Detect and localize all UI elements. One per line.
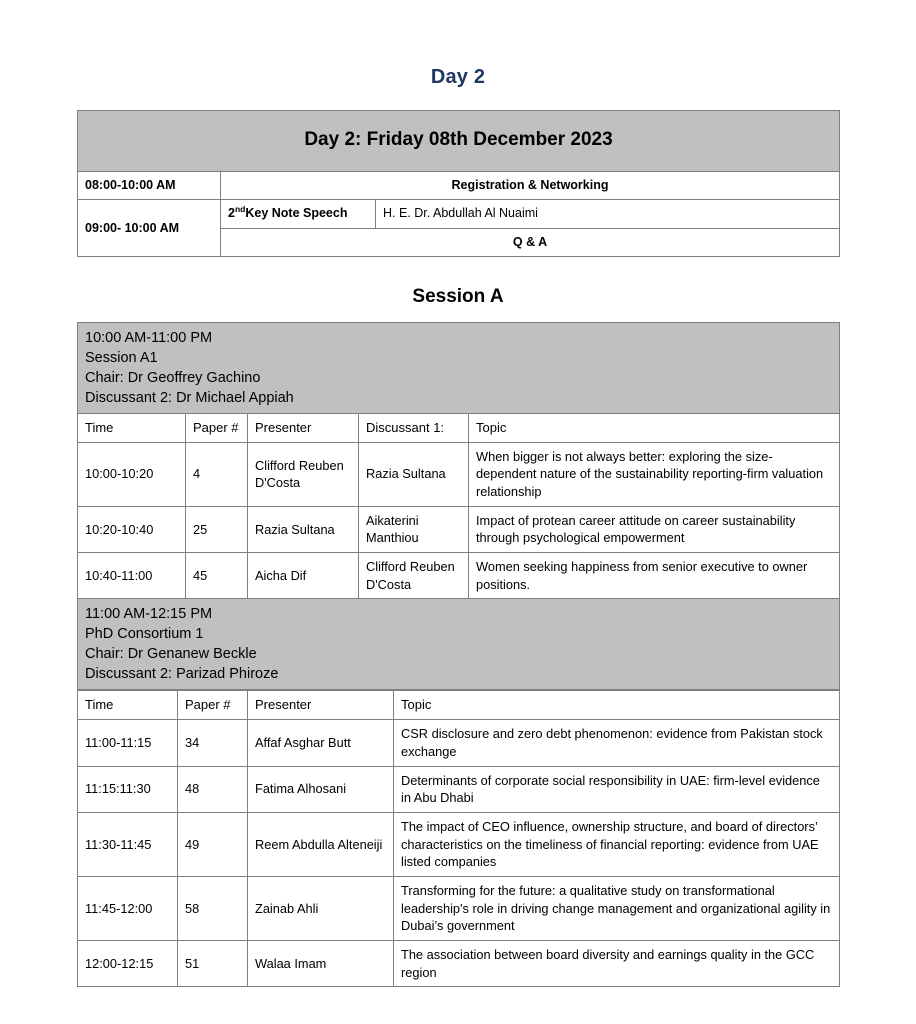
session-a1-banner — [78, 322, 840, 413]
keynote-label — [221, 200, 376, 228]
row-time: 10:00-10:20 — [78, 442, 186, 506]
row-paper: 34 — [178, 720, 248, 766]
keynote-speaker: H. E. Dr. Abdullah Al Nuaimi — [376, 200, 840, 228]
column-header-paper: Paper # — [186, 413, 248, 442]
column-header-paper: Paper # — [178, 691, 248, 720]
phd-column-header-row — [78, 691, 840, 720]
row-presenter: Razia Sultana — [248, 506, 359, 552]
row-presenter: Zainab Ahli — [248, 876, 394, 940]
row-topic: Transforming for the future: a qualitative study on transformational leadership's role in driving change management and organizational agility in Dubai’s government — [394, 876, 840, 940]
row-paper: 25 — [186, 506, 248, 552]
phd-consortium-discussant: Discussant 2: Parizad Phiroze — [85, 666, 279, 683]
row-topic: Determinants of corporate social responsibility in UAE: firm-level evidence in Abu Dhabi — [394, 766, 840, 812]
keynote-label-rest: Key Note Speech — [245, 206, 348, 221]
phd-consortium-name: PhD Consortium 1 — [85, 626, 204, 643]
column-header-topic: Topic — [469, 413, 840, 442]
column-header-topic: Topic — [394, 691, 840, 720]
table-row — [78, 200, 840, 228]
row-paper: 51 — [178, 940, 248, 986]
row-paper: 48 — [178, 766, 248, 812]
keynote-label-ordinal: nd — [234, 204, 246, 215]
table-row — [78, 940, 840, 986]
row-paper: 58 — [178, 876, 248, 940]
day-table-wrapper — [77, 110, 839, 257]
day-schedule-table — [77, 110, 840, 257]
phd-consortium-chair: Chair: Dr Genanew Beckle — [85, 646, 257, 663]
row-time: 11:30-11:45 — [78, 812, 178, 876]
keynote-label-number: 2 — [228, 206, 235, 221]
session-a1-banner-row — [78, 322, 840, 413]
table-row — [78, 442, 840, 506]
session-a1-chair: Chair: Dr Geoffrey Gachino — [85, 369, 261, 386]
row-topic: The impact of CEO influence, ownership structure, and board of directors’ characteristics on the timeliness of financial reporting: evidence from UAE listed companies — [394, 812, 840, 876]
column-header-time: Time — [78, 691, 178, 720]
row-discussant: Razia Sultana — [359, 442, 469, 506]
row-presenter: Aicha Dif — [248, 553, 359, 599]
session-a1-column-header-row — [78, 413, 840, 442]
row-presenter: Fatima Alhosani — [248, 766, 394, 812]
phd-consortium-table — [77, 690, 840, 987]
day-table-header-row — [78, 111, 840, 172]
session-a1-name: Session A1 — [85, 349, 158, 366]
column-header-presenter: Presenter — [248, 413, 359, 442]
row-presenter: Reem Abdulla Alteneiji — [248, 812, 394, 876]
page-title: Day 2 — [430, 66, 486, 88]
session-tables-wrapper — [77, 322, 839, 987]
row-topic: The association between board diversity and earnings quality in the GCC region — [394, 940, 840, 986]
row-topic: Impact of protean career attitude on career sustainability through psychological empowerment — [469, 506, 840, 552]
row-time: 11:15:11:30 — [78, 766, 178, 812]
row-paper: 45 — [186, 553, 248, 599]
row-time: 10:20-10:40 — [78, 506, 186, 552]
table-row — [78, 720, 840, 766]
row-discussant: Clifford Reuben D'Costa — [359, 553, 469, 599]
phd-consortium-banner-row — [78, 599, 840, 690]
phd-consortium-time: 11:00 AM-12:15 PM — [85, 606, 213, 623]
row-time: 11:45-12:00 — [78, 876, 178, 940]
row-presenter: Walaa Imam — [248, 940, 394, 986]
phd-consortium-banner — [78, 599, 840, 690]
registration-activity: Registration & Networking — [221, 172, 840, 200]
row-paper: 4 — [186, 442, 248, 506]
row-topic: Women seeking happiness from senior executive to owner positions. — [469, 553, 840, 599]
table-row — [78, 766, 840, 812]
row-time: 10:40-11:00 — [78, 553, 186, 599]
table-row — [78, 553, 840, 599]
table-row — [78, 812, 840, 876]
row-presenter: Affaf Asghar Butt — [248, 720, 394, 766]
session-a1-discussant: Discussant 2: Dr Michael Appiah — [85, 389, 294, 406]
session-a1-time: 10:00 AM-11:00 PM — [85, 329, 213, 346]
section-title: Session A — [412, 285, 504, 307]
table-row — [78, 506, 840, 552]
column-header-presenter: Presenter — [248, 691, 394, 720]
column-header-time: Time — [78, 413, 186, 442]
table-row — [78, 172, 840, 200]
row-presenter: Clifford Reuben D'Costa — [248, 442, 359, 506]
row-time: 11:00-11:15 — [78, 720, 178, 766]
session-a1-table — [77, 322, 840, 691]
row-topic: CSR disclosure and zero debt phenomenon: evidence from Pakistan stock exchange — [394, 720, 840, 766]
registration-time: 08:00-10:00 AM — [78, 172, 221, 200]
day-table-header: Day 2: Friday 08th December 2023 — [78, 111, 840, 172]
row-time: 12:00-12:15 — [78, 940, 178, 986]
row-paper: 49 — [178, 812, 248, 876]
column-header-discussant: Discussant 1: — [359, 413, 469, 442]
row-topic: When bigger is not always better: exploring the size-dependent nature of the sustainability reporting-firm valuation relationship — [469, 442, 840, 506]
qa-activity: Q & A — [221, 228, 840, 256]
row-discussant: Aikaterini Manthiou — [359, 506, 469, 552]
table-row — [78, 876, 840, 940]
keynote-time: 09:00- 10:00 AM — [78, 200, 221, 257]
